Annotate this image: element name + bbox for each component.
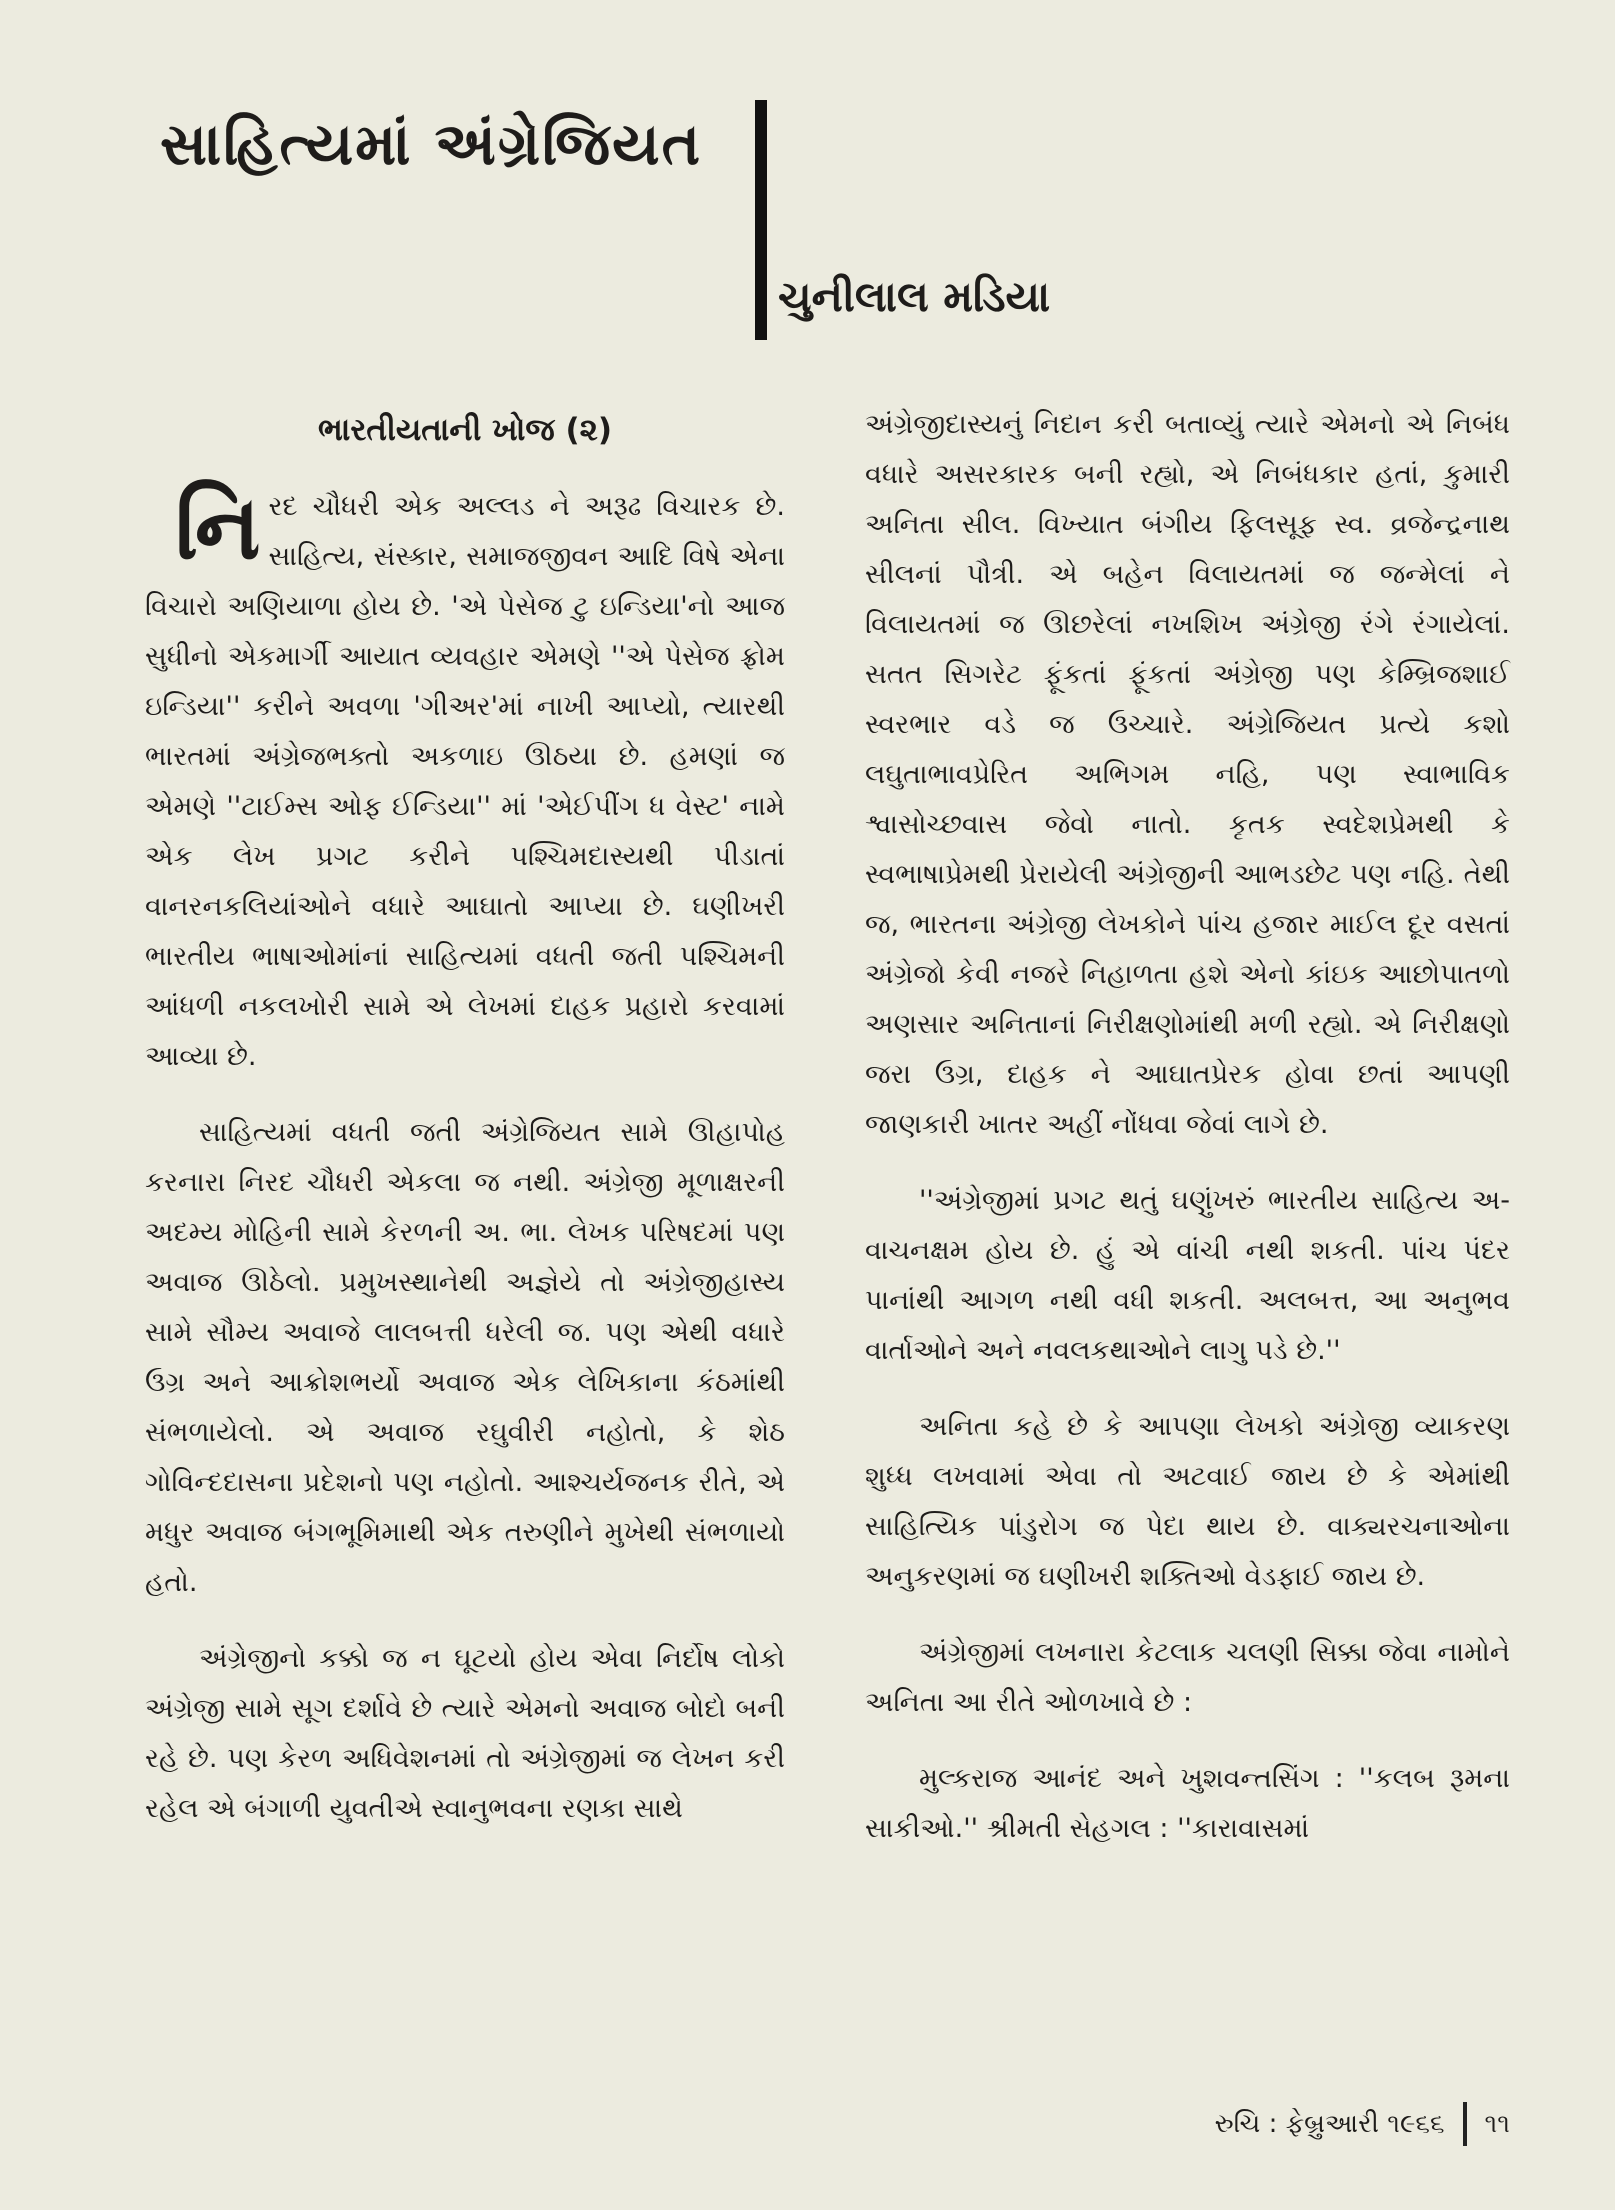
paragraph: અંગ્રેજીનો કક્કો જ ન ઘૂટયો હોય એવા નિર્દોષ લોકો અંગ્રેજી સામે સૂગ દર્શાવે છે ત્યારે એમનો અવાજ બોદો બની રહે છે. પણ કેરળ અધિવેશનમાં તો અંગ્રેજીમાં જ લેખન કરી રહેલ એ બંગાળી યુવતીએ સ્વાનુભવના રણકા સાથે xyxy=(145,1643,785,1824)
section-subheading: ભારતીયતાની ખોજ (૨) xyxy=(317,412,612,448)
drop-cap: નિ xyxy=(175,476,261,579)
paragraph: સાહિત્યમાં વધતી જતી અંગ્રેજિયત સામે ઊહાપોહ કરનારા નિરદ ચૌધરી એકલા જ નથી. અંગ્રેજી મૂળાક્ષરની અદમ્ય મોહિની સામે કેરળની અ. ભા. લેખક પરિષદમાં પણ અવાજ ઊઠેલો. પ્રમુખસ્થાનેથી અજ્ઞેયે તો અંગ્રેજીહાસ્ય સામે સૌમ્ય અવાજે લાલબત્તી ધરેલી જ. પણ એથી વધારે ઉગ્ર અને આક્રોશભર્યો અવાજ એક લેખિકાના કંઠમાંથી સંભળાયેલો. એ અવાજ રઘુવીરી નહોતો, કે શેઠ ગોવિન્દદાસના પ્રદેશનો પણ નહોતો. આશ્ચર્યજનક રીતે, એ મધુર અવાજ બંગભૂમિમાથી એક તરુણીને મુખેથી સંભળાયો હતો. xyxy=(145,1117,785,1598)
issue-label: રુચિ : ફેબ્રુઆરી ૧૯૬૬ xyxy=(1214,2108,1445,2139)
paragraph xyxy=(145,476,785,1082)
right-column xyxy=(865,400,1510,1880)
paragraph: મુલ્કરાજ આનંદ અને ખુશવન્તસિંગ : ''કલબ રૂમના સાકીઓ.'' શ્રીમતી સેહગલ : ''કારાવાસમાં xyxy=(865,1763,1510,1844)
footer-divider xyxy=(1463,2102,1467,2146)
article-title: સાહિત્યમાં અંગ્રેજિયત xyxy=(160,110,703,178)
paragraph: અંગ્રેજીમાં લખનારા કેટલાક ચલણી સિક્કા જેવા નામોને અનિતા આ રીતે ઓળખાવે છે : xyxy=(865,1637,1510,1718)
page-footer xyxy=(1215,2102,1510,2146)
paragraph: અંગ્રેજીદાસ્યનું નિદાન કરી બતાવ્યું ત્યારે એમનો એ નિબંધ વધારે અસરકારક બની રહ્યો, એ નિબંધકાર હતાં, કુમારી અનિતા સીલ. વિખ્યાત બંગીય ફિલસૂફ સ્વ. વ્રજેન્દ્રનાથ સીલનાં પૌત્રી. એ બહેન વિલાયતમાં જ જન્મેલાં ને વિલાયતમાં જ ઊછરેલાં નખશિખ અંગ્રેજી રંગે રંગાયેલાં. સતત સિગરેટ ફૂંકતાં ફૂંકતાં અંગ્રેજી પણ કેમ્બ્રિજશાઈ સ્વરભાર વડે જ ઉચ્ચારે. અંગ્રેજિયત પ્રત્યે કશો લઘુતાભાવપ્રેરિત અભિગમ નહિ, પણ સ્વાભાવિક શ્વાસોચ્છવાસ જેવો નાતો. કૃતક સ્વદેશપ્રેમથી કે સ્વભાષાપ્રેમથી પ્રેરાયેલી અંગ્રેજીની આભડછેટ પણ નહિ. તેથી જ, ભારતના અંગ્રેજી લેખકોને પાંચ હજાર માઈલ દૂર વસતાં અંગ્રેજો કેવી નજરે નિહાળતા હશે એનો કાંઇક આછોપાતળો અણસાર અનિતાનાં નિરીક્ષણોમાંથી મળી રહ્યો. એ નિરીક્ષણો જરા ઉગ્ર, દાહક ને આઘાતપ્રેરક હોવા છતાં આપણી જાણકારી ખાતર અહીં નોંધવા જેવાં લાગે છે. xyxy=(865,409,1510,1140)
paragraph: અનિતા કહે છે કે આપણા લેખકો અંગ્રેજી વ્યાકરણ શુધ્ધ લખવામાં એવા તો અટવાઈ જાય છે કે એમાંથી સાહિત્યિક પાંડુરોગ જ પેદા થાય છે. વાક્યરચનાઓના અનુકરણમાં જ ઘણીખરી શક્તિઓ વેડફાઈ જાય છે. xyxy=(865,1411,1510,1592)
title-divider xyxy=(755,100,767,340)
page-number: ૧૧ xyxy=(1484,2108,1510,2139)
paragraph-text: રદ ચૌધરી એક અલ્લડ ને અરૂઢ વિચારક છે. સાહિત્ય, સંસ્કાર, સમાજજીવન આદિ વિષે એના વિચારો અણિયાળા હોય છે. 'એ પેસેજ ટુ ઇન્ડિયા'નો આજ સુધીનો એકમાર્ગી આયાત વ્યવહાર એમણે ''એ પેસેજ ફ્રોમ ઇન્ડિયા'' કરીને અવળા 'ગીઅર'માં નાખી આપ્યો, ત્યારથી ભારતમાં અંગ્રેજભક્તો અકળાઇ ઊઠયા છે. હમણાં જ એમણે ''ટાઈમ્સ ઓફ ઈન્ડિયા'' માં 'એઈપીંગ ધ વેસ્ટ' નામે એક લેખ પ્રગટ કરીને પશ્ચિમદાસ્યથી પીડાતાં વાનરનકલિયાંઓને વધારે આઘાતો આપ્યા છે. ઘણીખરી ભારતીય ભાષાઓમાંનાં સાહિત્યમાં વધતી જતી પશ્ચિમની આંધળી નકલખોરી સામે એ લેખમાં દાહક પ્રહારો કરવામાં આવ્યા છે. xyxy=(145,491,785,1072)
quote-paragraph: ''અંગ્રેજીમાં પ્રગટ થતું ઘણુંખરું ભારતીય સાહિત્ય અ-વાચનક્ષમ હોય છે. હું એ વાંચી નથી શકતી. પાંચ પંદર પાનાંથી આગળ નથી વધી શકતી. અલબત્ત, આ અનુભવ વાર્તાઓને અને નવલકથાઓને લાગુ પડે છે.'' xyxy=(865,1185,1510,1366)
left-column xyxy=(145,400,785,1860)
article-author: ચુનીલાલ મડિયા xyxy=(778,272,1051,321)
